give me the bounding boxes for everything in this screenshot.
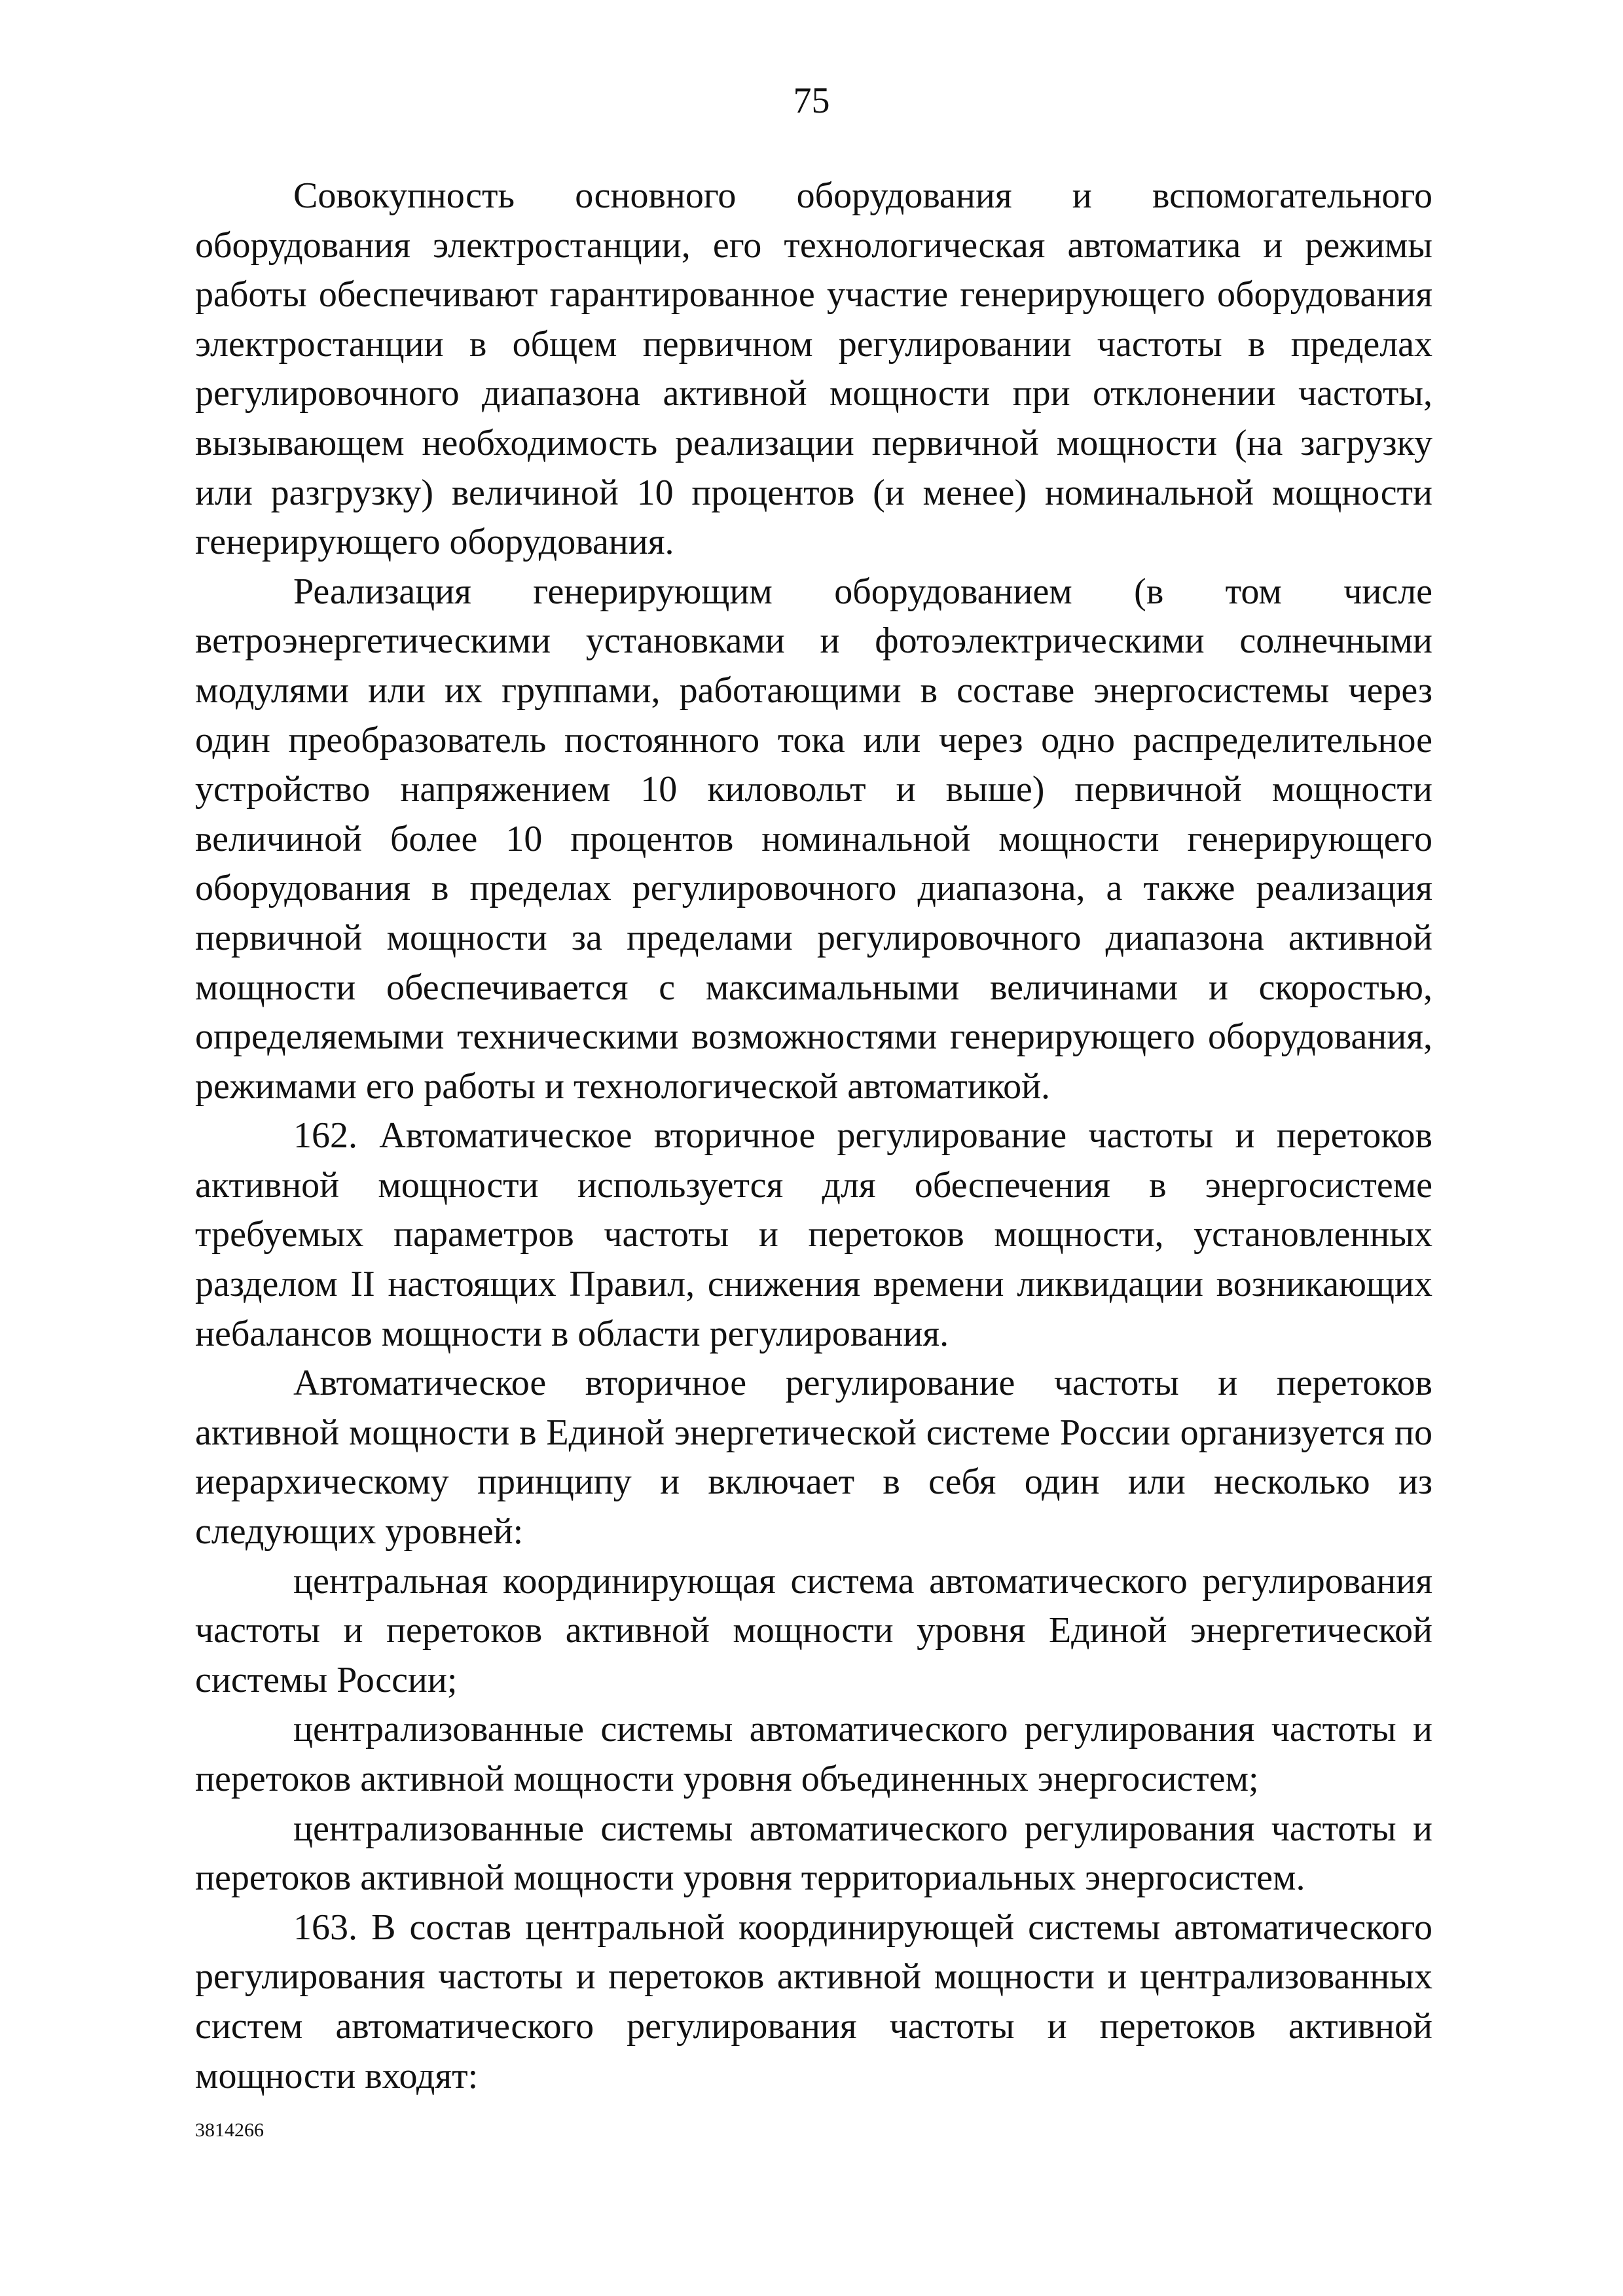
document-code: 3814266 — [195, 2119, 264, 2141]
paragraph-primary-regulation-equipment: Совокупность основного оборудования и вспомогательного оборудования электростанции, его технологическая автоматика и режимы работы обеспечивают гарантированное участие генерирующего оборудования электростанции в общем первичном регулировании частоты в пределах регулировочного диапазона активной мощности при отклонении частоты, вызывающем необходимость реализации первичной мощности (на загрузку или разгрузку) величиной 10 процентов (и менее) номинальной мощности генерирующего оборудования. — [195, 175, 1432, 563]
paragraph-item-163: 163. В состав центральной координирующей системы автоматического регулирования частоты и перетоков активной мощности и централизованных систем автоматического регулирования частоты и перетоков активной мощности входят: — [195, 1907, 1432, 2096]
document-body — [195, 171, 1432, 2101]
list-item-territorial-systems: централизованные системы автоматического регулирования частоты и перетоков активной мощности уровня территориальных энергосистем. — [195, 1808, 1432, 1899]
list-item-unified-systems: централизованные системы автоматического регулирования частоты и перетоков активной мощности уровня объединенных энергосистем; — [195, 1709, 1432, 1799]
paragraph-primary-power-realization: Реализация генерирующим оборудованием (в том числе ветроэнергетическими установками и фотоэлектрическими солнечными модулями или их группами, работающими в составе энергосистемы через один преобразователь постоянного тока или через одно распределительное устройство напряжением 10 киловольт и выше) первичной мощности величиной более 10 процентов номинальной мощности генерирующего оборудования в пределах регулировочного диапазона, а также реализация первичной мощности за пределами регулировочного диапазона активной мощности обеспечивается с максимальными величинами и скоростью, определяемыми техническими возможностями генерирующего оборудования, режимами его работы и технологической автоматикой. — [195, 571, 1432, 1107]
page-number: 75 — [793, 81, 830, 121]
paragraph-item-162: 162. Автоматическое вторичное регулирование частоты и перетоков активной мощности используется для обеспечения в энергосистеме требуемых параметров частоты и перетоков мощности, установленных разделом II настоящих Правил, снижения времени ликвидации возникающих небалансов мощности в области регулирования. — [195, 1115, 1432, 1354]
list-item-central-system: центральная координирующая система автоматического регулирования частоты и перетоков активной мощности уровня Единой энергетической системы России; — [195, 1560, 1432, 1700]
paragraph-hierarchy-intro: Автоматическое вторичное регулирование частоты и перетоков активной мощности в Единой энергетической системе России организуется по иерархическому принципу и включает в себя один или несколько из следующих уровней: — [195, 1363, 1432, 1552]
